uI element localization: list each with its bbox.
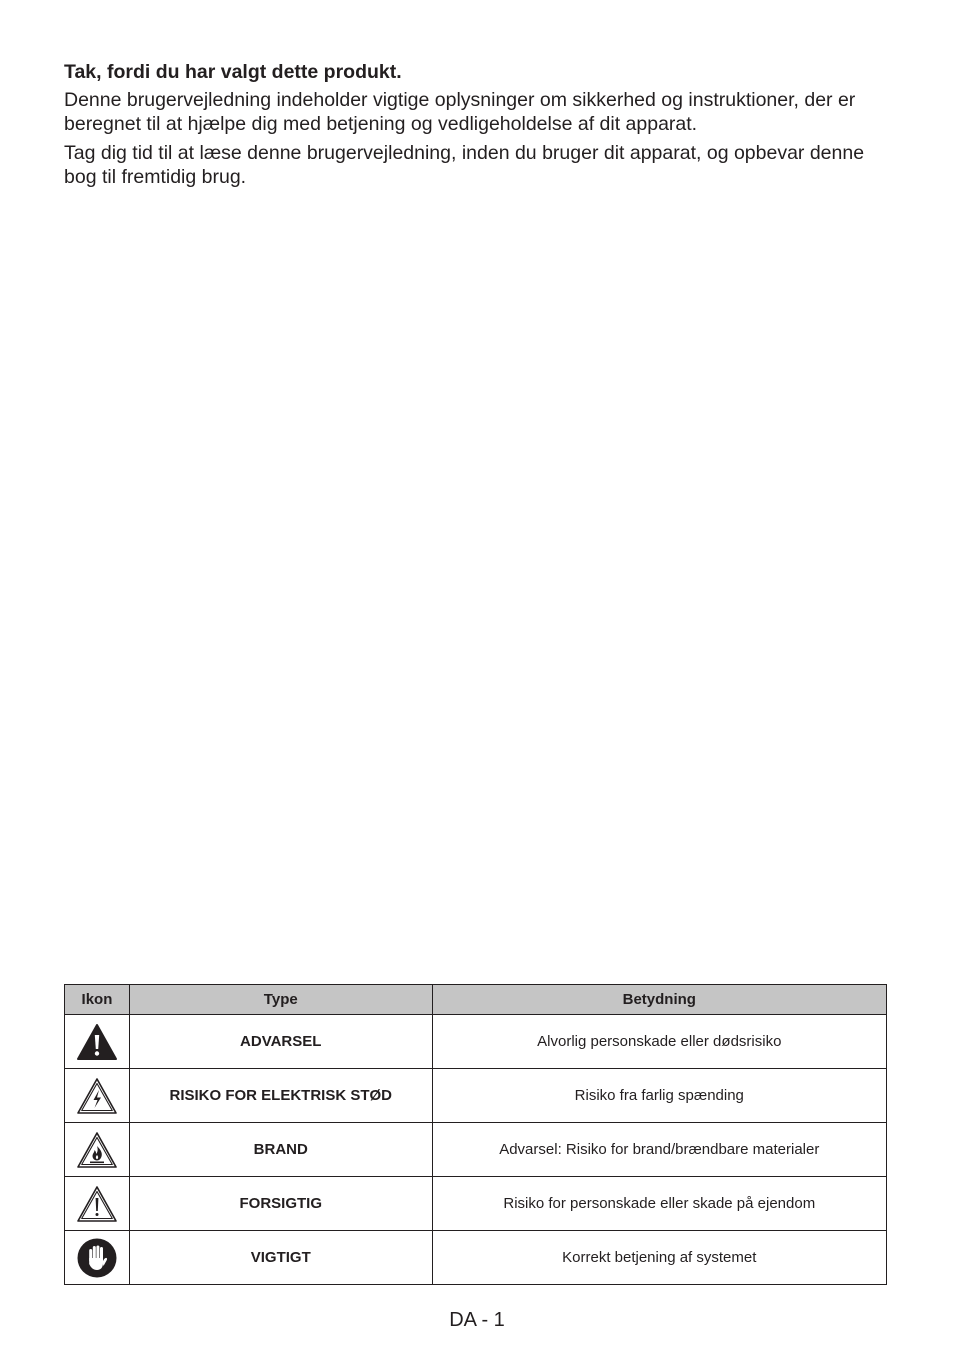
type-cell: FORSIGTIG: [129, 1177, 432, 1231]
warning-filled-icon: [76, 1023, 118, 1061]
header-meaning: Betydning: [432, 985, 886, 1015]
meaning-cell: Alvorlig personskade eller dødsrisiko: [432, 1015, 886, 1069]
table-row: [65, 1015, 887, 1069]
table-header-row: [65, 985, 887, 1015]
icon-cell: [65, 1231, 130, 1285]
type-cell: RISIKO FOR ELEKTRISK STØD: [129, 1069, 432, 1123]
intro-heading: Tak, fordi du har valgt dette produkt.: [64, 61, 402, 83]
electric-shock-icon: [76, 1077, 118, 1115]
type-cell: BRAND: [129, 1123, 432, 1177]
meaning-cell: Advarsel: Risiko for brand/brændbare materialer: [432, 1123, 886, 1177]
table-row: [65, 1069, 887, 1123]
intro-section: [64, 60, 894, 194]
meaning-cell: Risiko for personskade eller skade på ejendom: [432, 1177, 886, 1231]
table-row: [65, 1231, 887, 1285]
icon-cell: [65, 1015, 130, 1069]
stop-hand-icon: [76, 1237, 118, 1279]
type-cell: VIGTIGT: [129, 1231, 432, 1285]
table-row: [65, 1123, 887, 1177]
safety-symbols-table: [64, 984, 887, 1285]
icon-cell: [65, 1123, 130, 1177]
header-icon: Ikon: [65, 985, 130, 1015]
meaning-cell: Korrekt betjening af systemet: [432, 1231, 886, 1285]
meaning-cell: Risiko fra farlig spænding: [432, 1069, 886, 1123]
intro-paragraph-2: Tag dig tid til at læse denne brugervejledning, inden du bruger dit apparat, og opbevar denne bog til fremtidig brug.: [64, 141, 865, 188]
table-row: [65, 1177, 887, 1231]
icon-cell: [65, 1177, 130, 1231]
header-type: Type: [129, 985, 432, 1015]
fire-icon: [76, 1131, 118, 1169]
page-number: DA - 1: [449, 1309, 505, 1331]
type-cell: ADVARSEL: [129, 1015, 432, 1069]
icon-cell: [65, 1069, 130, 1123]
caution-icon: [76, 1185, 118, 1223]
intro-paragraph-1: Denne brugervejledning indeholder vigtige oplysninger om sikkerhed og instruktioner, der er beregnet til at hjælpe dig med betjening og vedligeholdelse af dit apparat.: [64, 88, 856, 135]
